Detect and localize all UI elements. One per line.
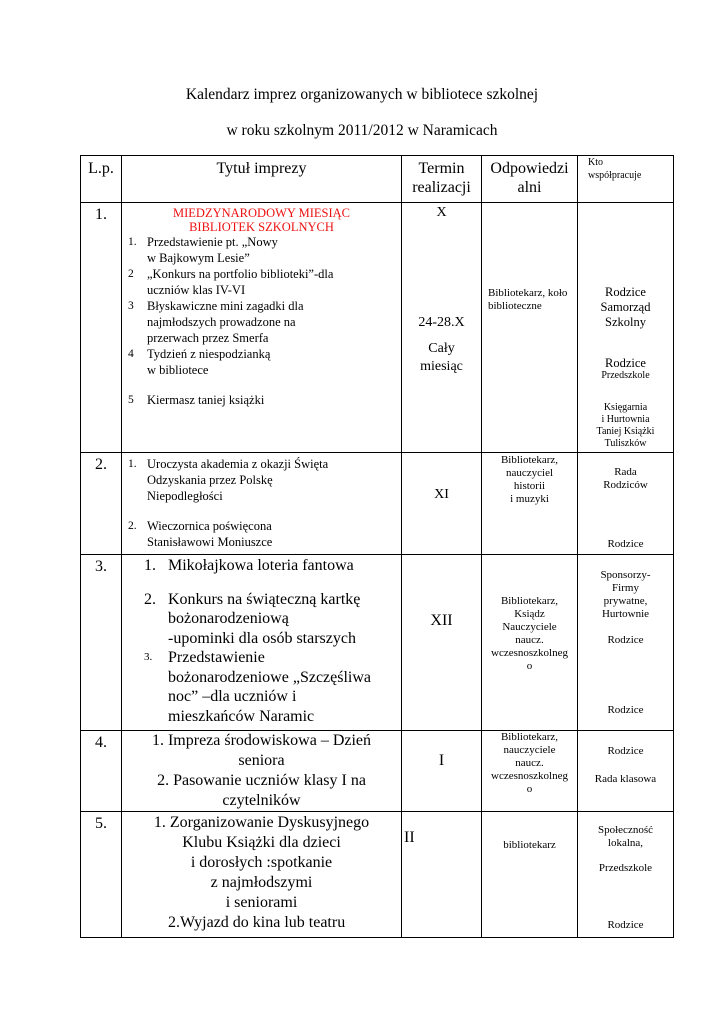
list-item: 1. Mikołajkowa loteria fantowa xyxy=(144,557,354,574)
event-title-cell: 1. Zorganizowanie Dyskusyjnego Klubu Książki dla dzieci i dorosłych :spotkanie z najmłodszymi i seniorami 2.Wyjazd do kina lub teatru xyxy=(122,812,402,938)
event-title-cell xyxy=(122,555,402,731)
document-subtitle: w roku szkolnym 2011/2012 w Naramicach xyxy=(226,122,498,139)
event-list xyxy=(122,456,401,550)
termin-cell: II xyxy=(402,812,482,938)
partners-cell: Sponsorzy- Firmy prywatne, Hurtownie Rodzice Rodzice xyxy=(578,555,674,731)
document-title: Kalendarz imprez organizowanych w bibliotece szkolnej xyxy=(185,86,539,103)
row-number: 4. xyxy=(81,731,122,812)
partners-cell: Rodzice Samorząd Szkolny Rodzice Przedszkole Księgarnia i Hurtownia Taniej Książki Tuliszków xyxy=(578,203,674,453)
header-row xyxy=(81,156,674,203)
event-title-cell xyxy=(122,203,402,453)
partners-cell: Rada Rodziców Rodzice xyxy=(578,453,674,555)
responsible-cell: bibliotekarz xyxy=(482,812,578,938)
termin-cell: X 24-28.X Cały miesiąc xyxy=(402,203,482,453)
partners-cell: Rodzice Rada klasowa xyxy=(578,731,674,812)
list-item: 3 Błyskawiczne mini zagadki dla najmłodszych prowadzone na przerwach przez Smerfa xyxy=(128,299,304,345)
list-item: 1. Uroczysta akademia z okazji Święta Odzyskania przez Polskę Niepodległości xyxy=(128,457,329,503)
row-number: 1. xyxy=(81,203,122,453)
list-item: 2 „Konkurs na portfolio biblioteki”-dla uczniów klas IV-VI xyxy=(128,267,334,297)
header-termin: Termin realizacji xyxy=(402,156,482,203)
responsible-cell: Bibliotekarz, nauczyciel historii i muzyki xyxy=(482,453,578,555)
partners-cell: Społeczność lokalna, Przedszkole Rodzice xyxy=(578,812,674,938)
event-title-cell xyxy=(122,453,402,555)
row-number: 5. xyxy=(81,812,122,938)
list-item: 4 Tydzień z niespodzianką w bibliotece xyxy=(128,347,271,377)
responsible-cell: Bibliotekarz, Ksiądz Nauczyciele naucz. wczesnoszkolneg o xyxy=(482,555,578,731)
table-row xyxy=(81,203,674,453)
header-odpowiedzialni: Odpowiedzi alni xyxy=(482,156,578,203)
event-list xyxy=(122,234,401,408)
row-number: 3. xyxy=(81,555,122,731)
header-kto: Kto współpracuje xyxy=(578,156,674,203)
termin-cell: XI xyxy=(402,453,482,555)
termin-cell: I xyxy=(402,731,482,812)
list-item: 3. Przedstawienie bożonarodzeniowe „Szczęśliwa noc” –dla uczniów i mieszkańców Naramic xyxy=(144,649,372,725)
events-table xyxy=(80,155,674,938)
table-row xyxy=(81,731,674,812)
list-item: 2. Konkurs na świąteczną kartkę bożonarodzeniową -upominki dla osób starszych xyxy=(144,590,361,647)
row-number: 2. xyxy=(81,453,122,555)
list-item: 5 Kiermasz taniej książki xyxy=(128,393,265,407)
event-title-cell: 1. Impreza środowiskowa – Dzień seniora 2. Pasowanie uczniów klasy I na czytelników xyxy=(122,731,402,812)
list-item: 1. Przedstawienie pt. „Nowy w Bajkowym Lesie” xyxy=(128,235,278,265)
list-item: 2. Wieczornica poświęcona Stanisławowi Moniuszce xyxy=(128,519,273,549)
responsible-cell: Bibliotekarz, nauczyciele naucz. wczesnoszkolneg o xyxy=(482,731,578,812)
termin-cell: XII xyxy=(402,555,482,731)
table-row xyxy=(81,555,674,731)
table-row xyxy=(81,812,674,938)
responsible-cell: Bibliotekarz, koło biblioteczne xyxy=(482,203,578,453)
table-row xyxy=(81,453,674,555)
event-heading: MIEDZYNARODOWY MIESIĄC BIBLIOTEK SZKOLNYCH xyxy=(173,206,350,234)
event-list xyxy=(122,556,401,726)
header-lp: L.p. xyxy=(81,156,122,203)
header-tytul: Tytuł imprezy xyxy=(122,156,402,203)
